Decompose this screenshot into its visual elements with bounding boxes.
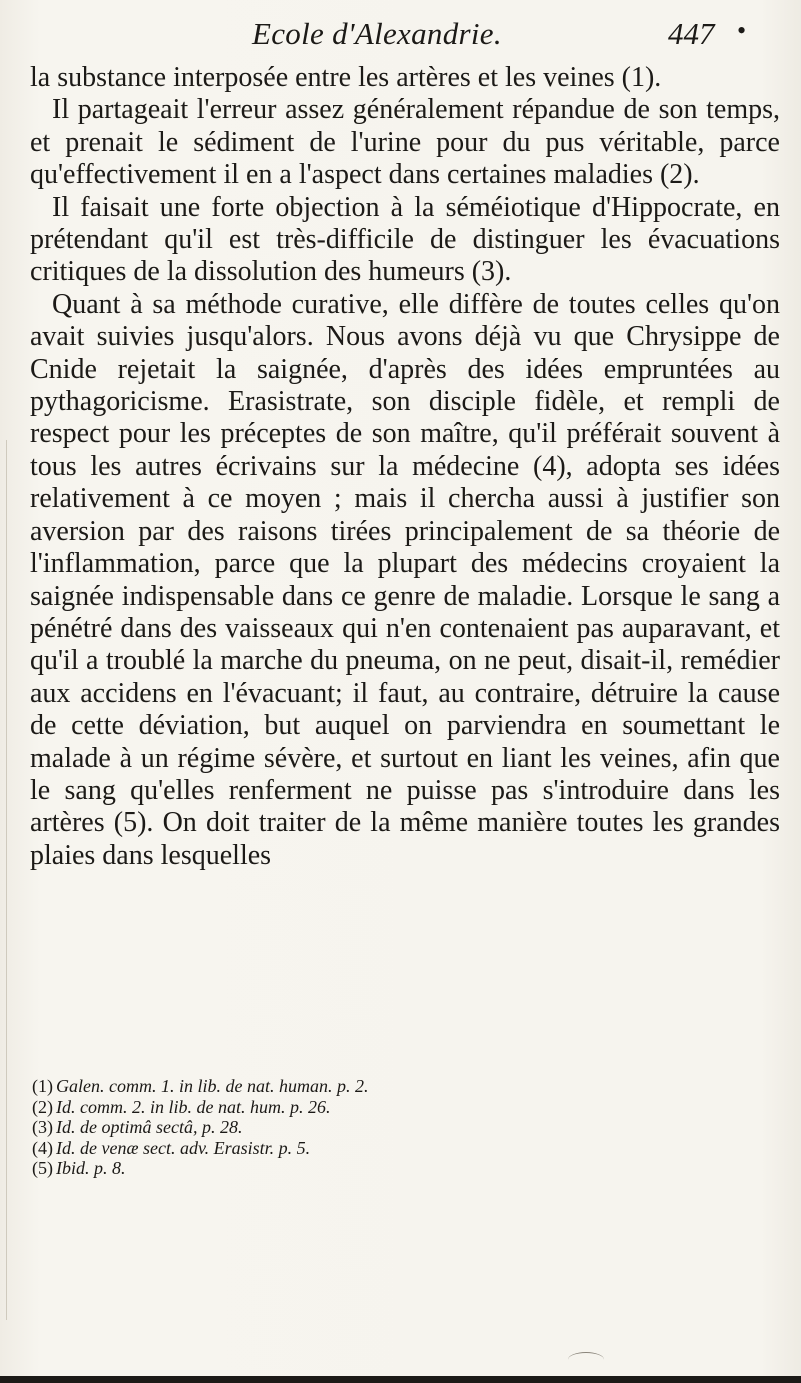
footnote-text: Ibid. p. 8.	[56, 1158, 126, 1178]
paragraph: Il partageait l'erreur assez généralement répandue de son temps, et prenait le sédiment de l'urine pour du pus véritable, parce qu'effectivement il en a l'aspect dans certaines maladies (2).	[30, 94, 780, 191]
footnote	[32, 1076, 772, 1097]
footnote-text: Id. comm. 2. in lib. de nat. hum. p. 26.	[56, 1096, 331, 1117]
footnote-text: Id. de venæ sect. adv. Erasistr. p. 5.	[56, 1137, 311, 1158]
running-header	[0, 14, 801, 54]
footnote-number: (5)	[32, 1158, 53, 1178]
paragraph: Il faisait une forte objection à la séméiotique d'Hippocrate, en prétendant qu'il est très-difficile de distinguer les évacuations critiques de la dissolution des humeurs (3).	[30, 191, 780, 288]
running-title: Ecole d'Alexandrie.	[252, 16, 502, 51]
paragraph: la substance interposée entre les artères et les veines (1).	[30, 62, 662, 93]
header-marker: •	[737, 16, 747, 45]
ink-mark	[568, 1352, 604, 1367]
paragraph: Quant à sa méthode curative, elle diffère de toutes celles qu'on avait suivies jusqu'alors. Nous avons déjà vu que Chrysippe de Cnide rejetait la saignée, d'après des idées empruntées au pythagoricisme. Erasistrate, son disciple fidèle, et rempli de respect pour les préceptes de son maître, qu'il préférait souvent à tous les autres écrivains sur la médecine (4), adopta ses idées relativement à ce moyen ; mais il chercha aussi à justifier son aversion par des raisons tirées principalement de sa théorie de l'inflammation, parce que la plupart des médecins croyaient la saignée indispensable dans ce genre de maladie. Lorsque le sang a pénétré dans des vaisseaux qui n'en contenaient pas auparavant, et qu'il a troublé la marche du pneuma, on ne peut, disait-il, remédier aux accidens en l'évacuant; il faut, au contraire, détruire la cause de cette déviation, but auquel on parviendra en soumettant le malade à un régime sévère, et surtout en liant les veines, afin que le sang qu'elles renferment ne puisse pas s'introduire dans les artères (5). On doit traiter de la même manière toutes les grandes plaies dans lesquelles	[30, 288, 780, 871]
footnote-number: (3)	[32, 1117, 53, 1137]
page-number: 447	[668, 16, 715, 51]
footnotes	[32, 1076, 772, 1179]
footnote	[32, 1117, 772, 1138]
main-text	[30, 62, 780, 872]
footnote-text: Id. de optimâ sectâ, p. 28.	[56, 1117, 243, 1137]
footnote	[32, 1138, 772, 1159]
footnote	[32, 1158, 772, 1179]
footnote-number: (1)	[32, 1076, 53, 1096]
footnote-number: (2)	[32, 1096, 53, 1117]
page-bottom-edge	[0, 1376, 801, 1383]
footnote	[32, 1097, 772, 1118]
footnote-number: (4)	[32, 1137, 53, 1158]
footnote-text: Galen. comm. 1. in lib. de nat. human. p. 2.	[56, 1076, 369, 1096]
page-gutter-line	[6, 440, 7, 1320]
